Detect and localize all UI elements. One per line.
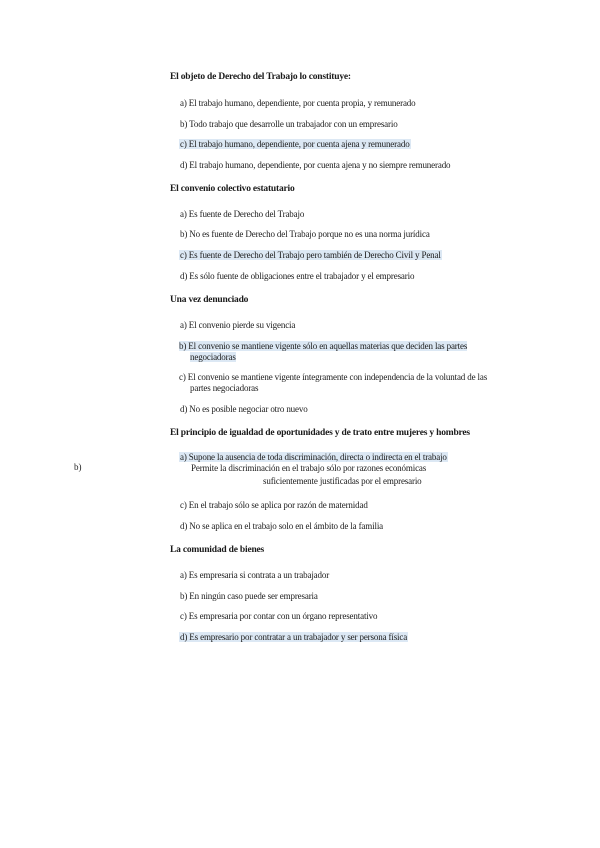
option-1b: b) Todo trabajo que desarrolle un trabajador con un empresario — [180, 119, 398, 129]
option-4a-highlighted: a) Supone la ausencia de toda discriminación, directa o indirecta en el trabajo — [180, 452, 447, 462]
option-1d: d) El trabajo humano, dependiente, por cuenta ajena y no siempre remunerado — [180, 160, 451, 170]
option-1a: a) El trabajo humano, dependiente, por cuenta propia, y remunerado — [180, 98, 416, 108]
option-3d: d) No es posible negociar otro nuevo — [180, 404, 308, 414]
question-title-1: El objeto de Derecho del Trabajo lo constituye: — [170, 72, 351, 82]
option-4b-label: b) — [74, 462, 82, 472]
option-3b-highlighted: b) El convenio se mantiene vigente sólo en aquellas materias que deciden las partes negociadoras — [179, 341, 468, 362]
option-5c: c) Es empresaria por contar con un órgano representativo — [180, 611, 378, 621]
option-5a: a) Es empresaria si contrata a un trabajador — [180, 570, 330, 580]
option-4b-line1: Permite la discriminación en el trabajo sólo por razones económicas — [191, 463, 427, 473]
option-2b: b) No es fuente de Derecho del Trabajo porque no es una norma jurídica — [180, 229, 430, 239]
option-3c: c) El convenio se mantiene vigente íntegramente con independencia de la voluntad de las partes negociadoras — [179, 372, 488, 393]
question-title-5: La comunidad de bienes — [170, 545, 265, 555]
option-1c-highlighted: c) El trabajo humano, dependiente, por cuenta ajena y remunerado — [180, 139, 410, 149]
option-4d: d) No se aplica en el trabajo solo en el ámbito de la familia — [180, 521, 384, 531]
option-2d: d) Es sólo fuente de obligaciones entre el trabajador y el empresario — [180, 271, 415, 281]
option-2a: a) Es fuente de Derecho del Trabajo — [180, 209, 305, 219]
question-title-3: Una vez denunciado — [170, 295, 249, 305]
option-3a: a) El convenio pierde su vigencia — [180, 320, 296, 330]
option-4c: c) En el trabajo sólo se aplica por razón de maternidad — [180, 500, 368, 510]
option-4b-line2: suficientemente justificadas por el empresario — [263, 476, 422, 486]
question-title-4: El principio de igualdad de oportunidades y de trato entre mujeres y hombres — [170, 428, 470, 438]
option-5b: b) En ningún caso puede ser empresaria — [180, 591, 318, 601]
option-5d-highlighted: d) Es empresario por contratar a un trabajador y ser persona física — [180, 632, 408, 642]
option-2c-highlighted: c) Es fuente de Derecho del Trabajo pero también de Derecho Civil y Penal — [180, 250, 441, 260]
question-title-2: El convenio colectivo estatutario — [170, 184, 295, 194]
